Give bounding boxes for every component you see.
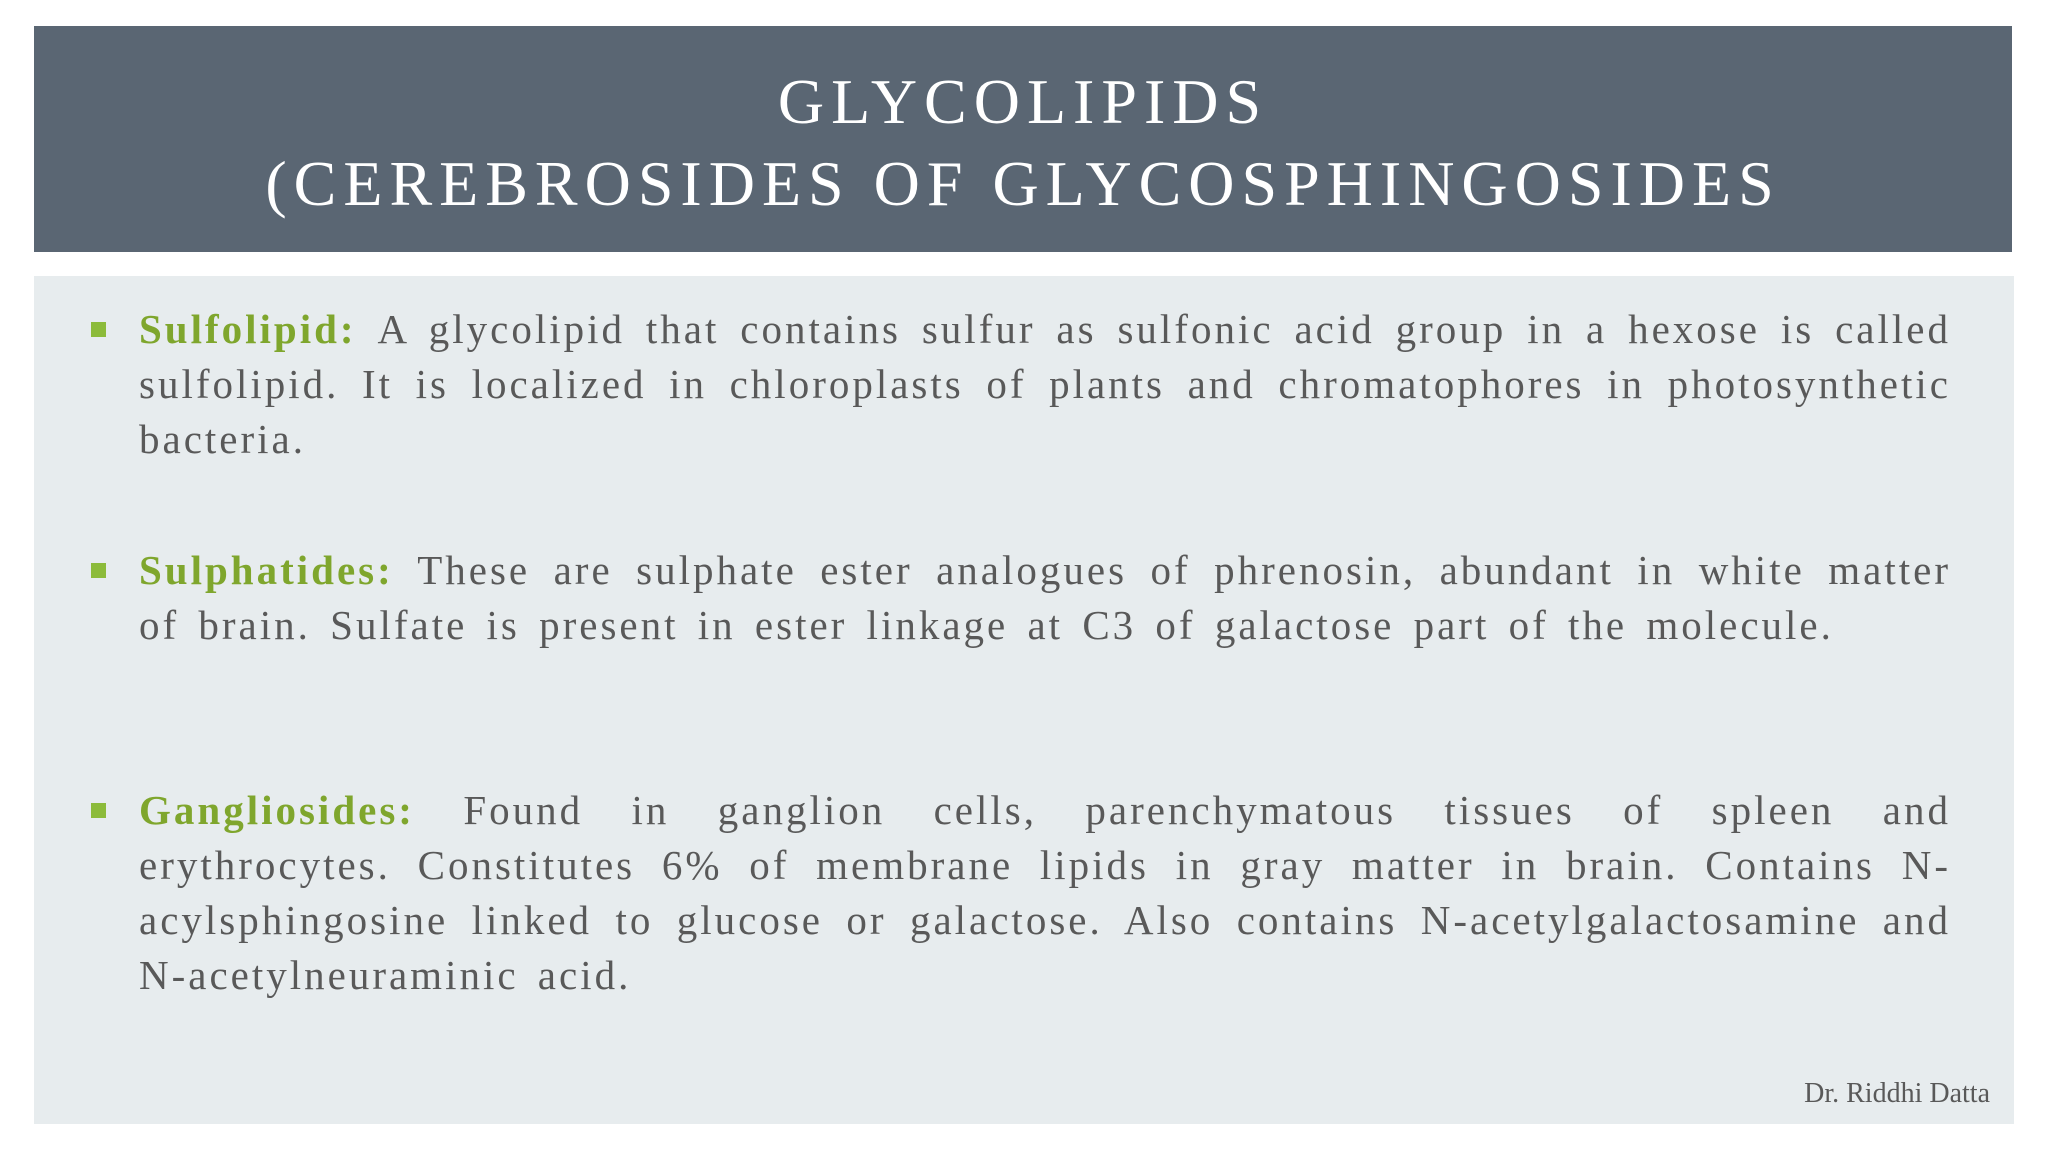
bullet-sulfolipid — [139, 302, 1951, 467]
square-bullet-icon — [91, 322, 106, 337]
author-credit: Dr. Riddhi Datta — [1804, 1078, 1990, 1109]
title-bar — [34, 26, 2012, 252]
bullet-term: Sulphatides: — [139, 547, 418, 593]
bullet-gangliosides — [139, 783, 1951, 1003]
square-bullet-icon — [91, 803, 106, 818]
bullet-text: These are sulphate ester analogues of phrenosin, abundant in white matter of brain. Sulfate is present in ester linkage at C3 of galactose part of the molecule. — [139, 547, 1951, 648]
bullet-sulphatides — [139, 543, 1951, 653]
bullet-text: Found in ganglion cells, parenchymatous tissues of spleen and erythrocytes. Constitutes 6% of membrane lipids in gray matter in brain. Contains N-acylsphingosine linked to glucose or galactose. Also contains N-acetylgalactosamine and N-acetylneuraminic acid. — [139, 787, 1951, 998]
square-bullet-icon — [91, 563, 106, 578]
slide-title-line-1: GLYCOLIPIDS — [777, 66, 1269, 137]
slide-title-line-2: (CEREBROSIDES OF GLYCOSPHINGOSIDES — [265, 148, 1781, 219]
bullet-term: Sulfolipid: — [139, 306, 378, 352]
content-panel — [34, 276, 2014, 1124]
bullet-term: Gangliosides: — [139, 787, 464, 833]
bullet-text: A glycolipid that contains sulfur as sulfonic acid group in a hexose is called sulfolipid. It is localized in chloroplasts of plants and chromatophores in photosynthetic bacteria. — [139, 306, 1951, 462]
